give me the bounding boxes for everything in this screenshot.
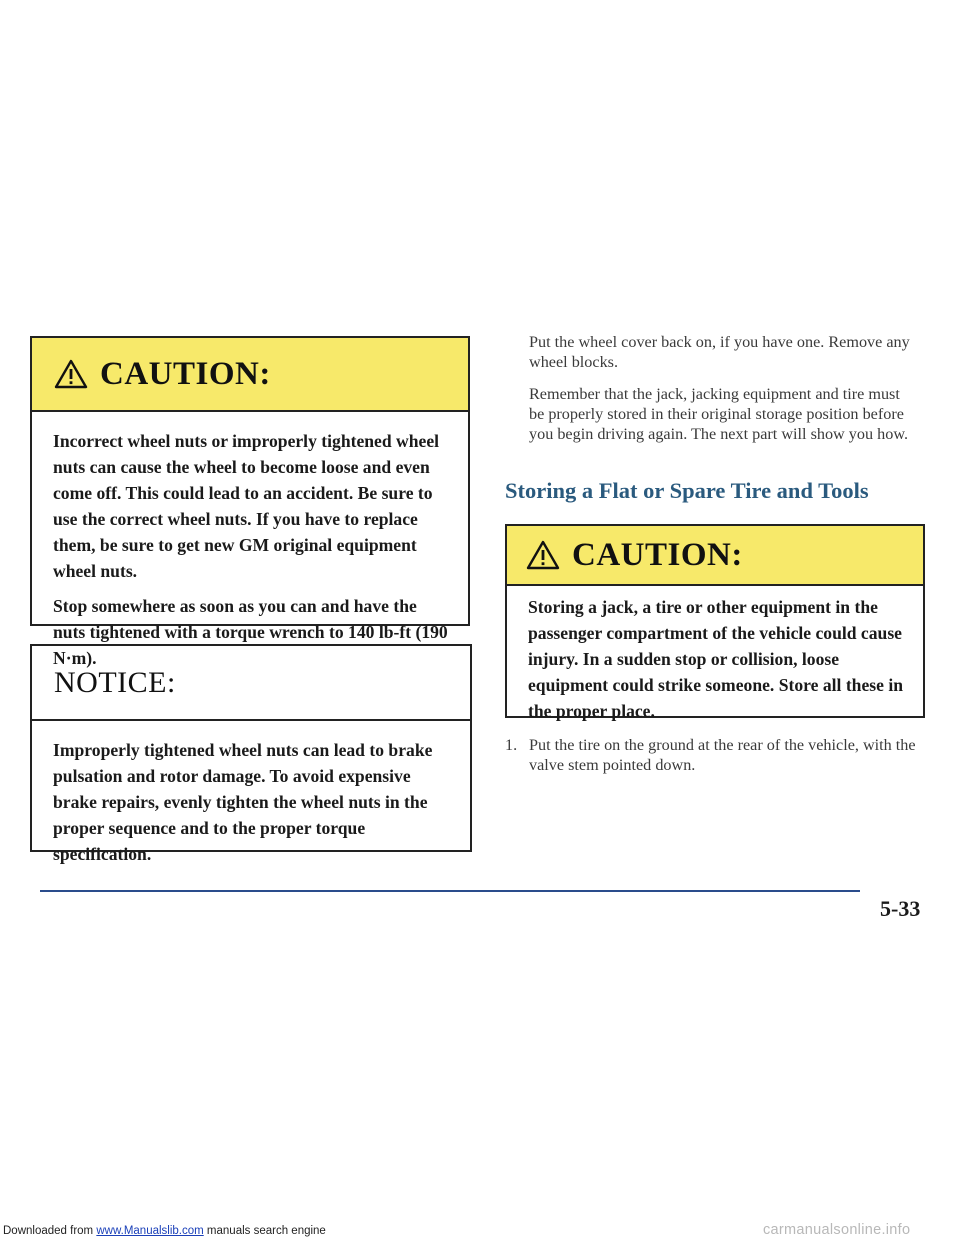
paragraph-wheel-cover: Put the wheel cover back on, if you have one. Remove any wheel blocks. <box>529 333 910 371</box>
step-item <box>505 735 925 775</box>
caution-paragraph: Incorrect wheel nuts or improperly tightened wheel nuts can cause the wheel to become loose and even come off. This could lead to an accident. Be sure to use the correct wheel nuts. If you have to replace them, be sure to get new GM original equipment wheel nuts. <box>53 431 440 581</box>
caution-title: CAUTION: <box>572 536 743 573</box>
download-banner <box>3 1225 326 1237</box>
watermark: carmanualsonline.info <box>763 1222 911 1238</box>
download-suffix: manuals search engine <box>206 1225 326 1237</box>
footer-rule <box>40 890 860 892</box>
download-prefix: Downloaded from <box>3 1225 94 1237</box>
right-column-text <box>505 332 925 456</box>
caution-header <box>507 526 923 586</box>
step-text: Put the tire on the ground at the rear of the vehicle, with the valve stem pointed down. <box>529 736 916 774</box>
warning-triangle-icon <box>526 540 560 570</box>
caution-box-wheel-nuts <box>30 336 470 668</box>
caution-paragraph: Stop somewhere as soon as you can and have the nuts tightened with a torque wrench to 140 lb-ft (190 N·m). <box>53 596 448 668</box>
caution-box-storing-equipment <box>505 524 925 721</box>
notice-header <box>32 646 470 721</box>
manualslib-link[interactable]: www.Manualslib.com <box>96 1225 204 1237</box>
page-number: 5-33 <box>880 896 921 921</box>
paragraph-store-equipment: Remember that the jack, jacking equipment and tire must be properly stored in their original storage position before you begin driving again. The next part will show you how. <box>529 385 908 443</box>
notice-title: NOTICE: <box>54 665 176 699</box>
step-number: 1. <box>505 736 518 754</box>
notice-box-brake-damage <box>30 644 472 864</box>
warning-triangle-icon <box>54 359 88 389</box>
section-heading: Storing a Flat or Spare Tire and Tools <box>505 478 869 503</box>
notice-paragraph: Improperly tightened wheel nuts can lead to brake pulsation and rotor damage. To avoid expensive brake repairs, evenly tighten the wheel nuts in the proper sequence and to the proper torque specification. <box>53 740 433 864</box>
caution-header <box>32 338 468 412</box>
caution-body <box>32 412 468 671</box>
caution-body <box>507 586 923 724</box>
caution-title: CAUTION: <box>100 355 271 392</box>
caution-paragraph: Storing a jack, a tire or other equipment in the passenger compartment of the vehicle could cause injury. In a sudden stop or collision, loose equipment could strike someone. Store all these in the proper place. <box>528 597 904 721</box>
notice-body <box>32 721 470 867</box>
